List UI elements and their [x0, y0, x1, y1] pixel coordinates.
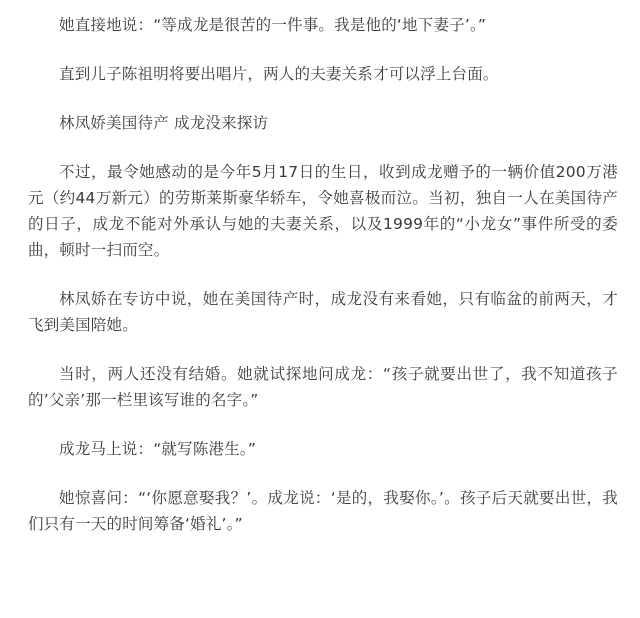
paragraph-chen-gangsheng: 成龙马上说：“就写陈港生。” [59, 440, 257, 458]
paragraph-interview: 林凤娇在专访中说，她在美国待产时，成龙没有来看她，只有临盆的前两天，才飞到美国陪她。 [28, 290, 618, 334]
paragraph-asking-name: 当时，两人还没有结婚。她就试探地问成龙：“孩子就要出世了，我不知道孩子的’父亲’那一栏里该写谁的名字。” [28, 365, 618, 409]
paragraph-underground-wife: 她直接地说：“等成龙是很苦的一件事。我是他的‘地下妻子’。” [59, 16, 487, 34]
paragraph-wedding: 她惊喜问：“‘你愿意娶我？’。成龙说：‘是的，我娶你。’。孩子后天就要出世，我们只有一天的时间筹备‘婚礼’。” [28, 489, 618, 533]
paragraph-birthday-gift: 不过，最令她感动的是今年5月17日的生日，收到成龙赠予的一辆价值200万港元（约44万新元）的劳斯莱斯豪华轿车，令她喜极而泣。当初，独自一人在美国待产的日子，成龙不能对外承认与她的夫妻关系，以及1999年的“小龙女”事件所受的委曲，顿时一扫而空。 [28, 163, 618, 259]
section-subheading: 林凤娇美国待产 成龙没来探访 [59, 114, 269, 132]
paragraph-son-album: 直到儿子陈祖明将要出唱片，两人的夫妻关系才可以浮上台面。 [59, 65, 499, 83]
